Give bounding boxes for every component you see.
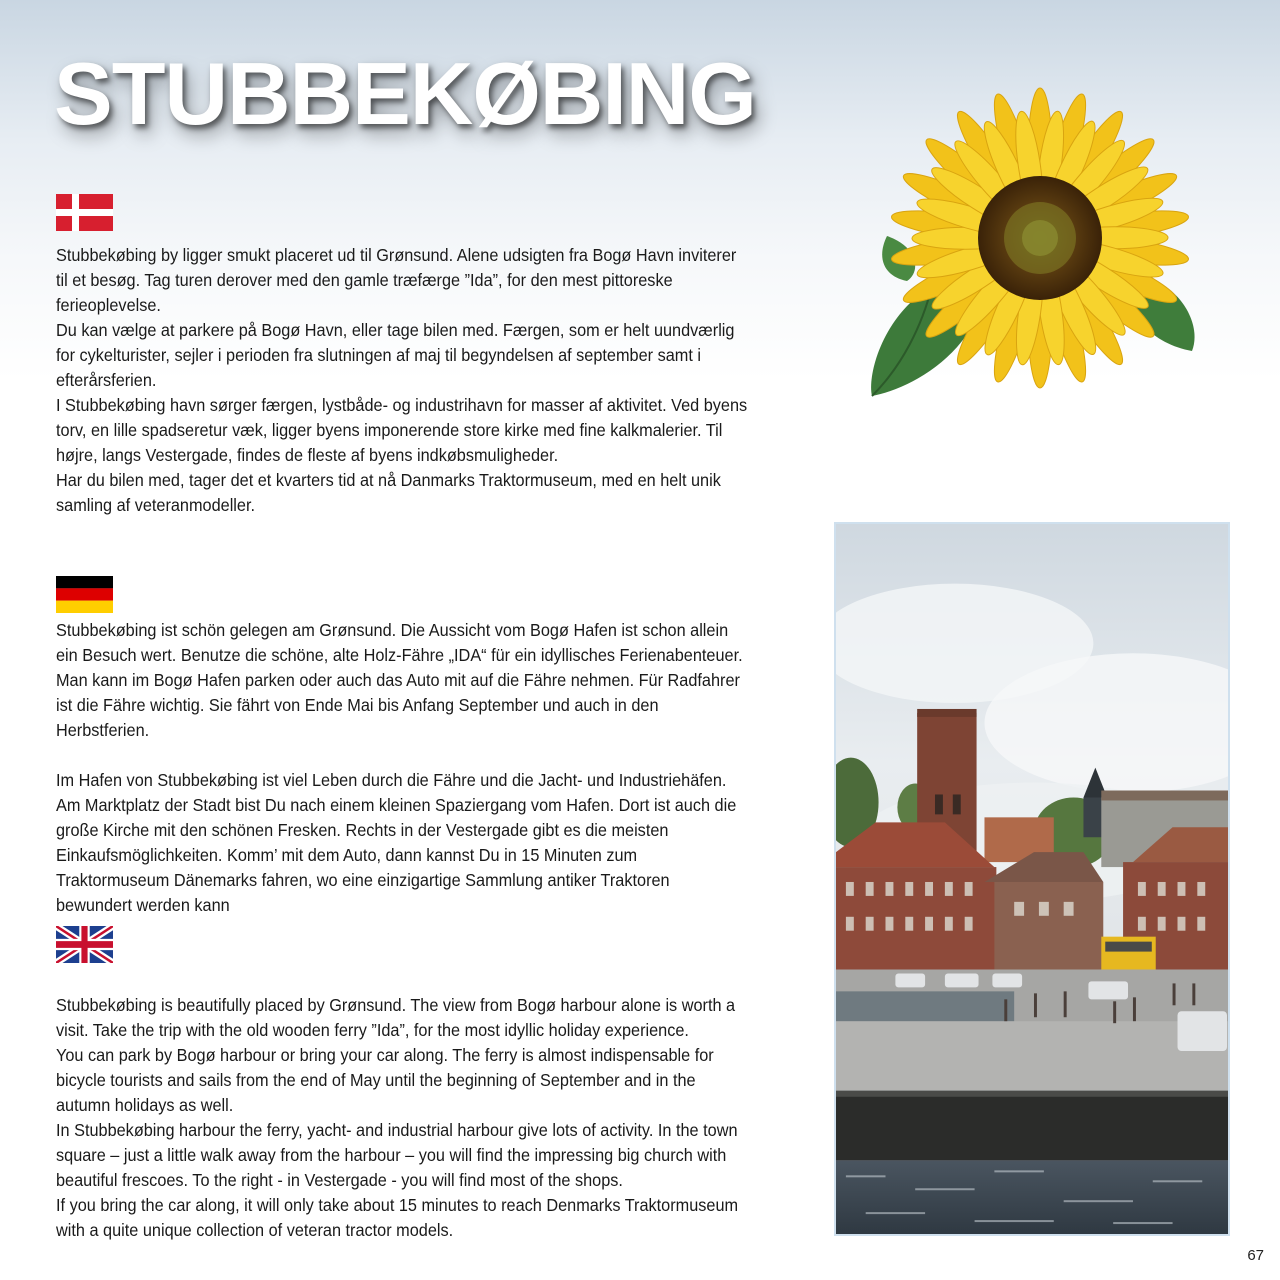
danish-paragraph: Stubbekøbing by ligger smukt placeret ud til Grønsund. Alene udsigten fra Bogø Havn inviterer til et besøg. Tag turen derover med den gamle træfærge ”Ida”, for den mest pittoreske ferieoplevelse. [56, 245, 737, 315]
english-paragraph: If you bring the car along, it will only take about 15 minutes to reach Denmarks Traktormuseum with a quite unique collection of veteran tractor models. [56, 1195, 739, 1240]
danish-paragraph: Du kan vælge at parkere på Bogø Havn, eller tage bilen med. Færgen, som er helt uundværlig for cykelturister, sejler i perioden fra slutningen af maj til begyndelsen af september samt i efterårsferien. [56, 320, 735, 390]
danish-paragraph: I Stubbekøbing havn sørger færgen, lystbåde- og industrihavn for masser af aktivitet. Ved byens torv, en lille spadseretur væk, ligger byens imponerende store kirke med fine kalkmalerier. Til højre, langs Vestergade, findes de fleste af byens indkøbsmuligheder. [56, 395, 748, 465]
british-flag-icon [56, 926, 113, 963]
german-paragraph: Im Hafen von Stubbekøbing ist viel Leben durch die Fähre und die Jacht- und Industriehäfen. Am Marktplatz der Stadt bist Du nach einem kleinen Spaziergang vom Hafen. Dort ist auch die große Kirche mit den schönen Fresken. Rechts in der Vestergade gibt es die meisten Einkaufsmöglichkeiten. Komm’ mit dem Auto, dann kannst Du in 15 Minuten zum Traktormuseum Dänemarks fahren, wo eine einzigartige Sammlung antiker Traktoren bewundert werden kann [56, 770, 737, 915]
stubbekobing-harbour-photo [834, 522, 1230, 1236]
danish-paragraph: Har du bilen med, tager det et kvarters tid at nå Danmarks Traktormuseum, med en helt unik samling af veteranmodeller. [56, 470, 721, 515]
danish-flag-icon [56, 194, 113, 231]
sunflower-illustration [862, 86, 1212, 401]
harbour-scene [836, 524, 1228, 1234]
german-flag-icon [56, 576, 113, 613]
english-paragraph: You can park by Bogø harbour or bring your car along. The ferry is almost indispensable for bicycle tourists and sails from the end of May until the beginning of September and in the autumn holidays as well. [56, 1045, 714, 1115]
german-paragraph: Stubbekøbing ist schön gelegen am Grønsund. Die Aussicht vom Bogø Hafen ist schon allein ein Besuch wert. Benutze die schöne, alte Holz-Fähre „IDA“ für ein idyllisches Ferienabenteuer. Man kann im Bogø Hafen parken oder auch das Auto mit auf die Fähre nehmen. Für Radfahrer ist die Fähre wichtig. Sie fährt von Ende Mai bis Anfang September und auch in den Herbstferien. [56, 620, 743, 740]
danish-text [56, 243, 749, 518]
english-paragraph: In Stubbekøbing harbour the ferry, yacht- and industrial harbour give lots of activity. In the town square – just a little walk away from the harbour – you will find the impressing big church with beautiful frescoes. To the right - in Vestergade - you will find most of the shops. [56, 1120, 738, 1190]
page-number: 67 [1247, 1247, 1264, 1264]
sunflower-image [862, 86, 1212, 401]
page-title: STUBBEKØBING [54, 44, 756, 143]
english-text [56, 993, 749, 1243]
german-text [56, 618, 749, 943]
german-paragraph [56, 918, 749, 943]
english-paragraph: Stubbekøbing is beautifully placed by Grønsund. The view from Bogø harbour alone is worth a visit. Take the trip with the old wooden ferry ”Ida”, for the most idyllic holiday experience. [56, 995, 736, 1040]
